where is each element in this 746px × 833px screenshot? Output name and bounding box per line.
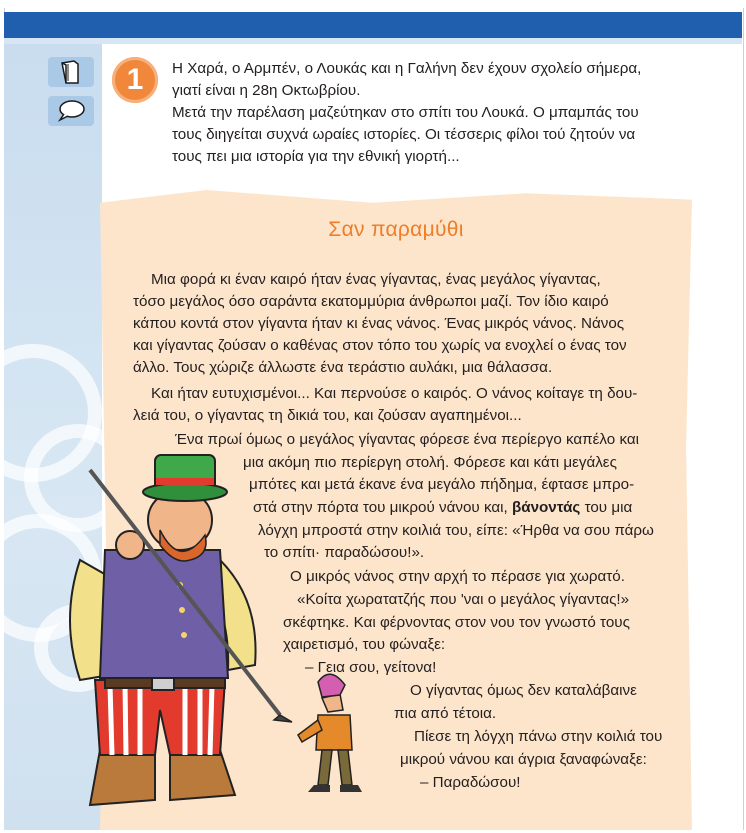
- intro-paragraph: [172, 58, 692, 168]
- story-line-text: του μια: [584, 499, 633, 516]
- story-line: κάπου κοντά στον γίγαντα ήταν κι ένας νάνος. Ένας μικρός νάνος. Νάνος: [133, 315, 625, 332]
- story-line: και γίγαντας ζούσαν ο καθένας στον τόπο του χωρίς να ενοχλεί ο ένας τον: [133, 337, 627, 354]
- story-line: Και ήταν ευτυχισμένοι... Και περνούσε ο καιρός. Ο νάνος κοίταγε τη δου-: [151, 385, 638, 402]
- book-icon-button[interactable]: [48, 57, 94, 87]
- intro-line: Η Χαρά, ο Αρμπέν, ο Λουκάς και η Γαλήνη δεν έχουν σχολείο σήμερα,: [172, 60, 642, 77]
- story-line: άλλο. Τους χώριζε άλλωστε ένα τεράστιο αυλάκι, μια θάλασσα.: [133, 359, 553, 376]
- dwarf-figure: [298, 674, 362, 792]
- story-line: τόσο μεγάλος όσο σαράντα εκατομμύρια άνθρωποι μαζί. Τον ίδιο καιρό: [133, 293, 609, 310]
- book-icon: [58, 59, 84, 85]
- story-line: Ένα πρωί όμως ο μεγάλος γίγαντας φόρεσε ένα περίεργο καπέλο και: [175, 431, 640, 448]
- speech-bubble-icon: [56, 99, 86, 123]
- story-line: Ο μικρός νάνος στην αρχή το πέρασε για χωρατό.: [290, 568, 625, 585]
- story-line-text: στά στην πόρτα του μικρού νάνου και,: [253, 499, 508, 516]
- story-line: Μια φορά κι έναν καιρό ήταν ένας γίγαντας, ένας μεγάλος γίγαντας,: [151, 271, 601, 288]
- story-line: λειά του, ο γίγαντας τη δικιά του, και ζούσαν αγαπημένοι...: [133, 407, 522, 424]
- giant-figure: [70, 455, 256, 805]
- story-line: μια ακόμη πιο περίεργη στολή. Φόρεσε και κάτι μεγάλες: [243, 454, 617, 471]
- story-line: πια από τέτοια.: [394, 705, 497, 722]
- story-line: σκέφτηκε. Και φέρνοντας στον νου τον γνωστό τους: [283, 614, 630, 631]
- intro-line: γιατί είναι η 28η Οκτωβρίου.: [172, 82, 361, 99]
- speech-bubble-icon-button[interactable]: [48, 96, 94, 126]
- story-line: χαιρετισμό, του φώναξε:: [283, 636, 446, 653]
- intro-line: τους πει μια ιστορία για την εθνική γιορτή...: [172, 148, 460, 165]
- story-line: λόγχη μπροστά στην κοιλιά του, είπε: «Ήρθα να σου πάρω: [258, 522, 654, 539]
- story-line: Πίεσε τη λόγχη πάνω στην κοιλιά του: [414, 728, 663, 745]
- story-line: – Παραδώσου!: [420, 774, 521, 791]
- story-line: μπότες και μετά έκανε ένα μεγάλο πήδημα, έφτασε μπρο-: [249, 476, 635, 493]
- activity-number-badge: 1: [112, 57, 158, 103]
- header-band: [4, 12, 742, 38]
- story-line: Ο γίγαντας όμως δεν καταλάβαινε: [410, 682, 637, 699]
- story-line: [253, 497, 632, 519]
- bold-word: βάνοντάς: [511, 499, 581, 516]
- intro-line: τους διηγείται συχνά ωραίες ιστορίες. Οι τέσσερις φίλοι τού ζητούν να: [172, 126, 636, 143]
- intro-line: Μετά την παρέλαση μαζεύτηκαν στο σπίτι του Λουκά. Ο μπαμπάς του: [172, 104, 639, 121]
- story-line: «Κοίτα χωρατατζής που 'ναι ο μεγάλος γίγαντας!»: [297, 591, 630, 608]
- story-line: – Γεια σου, γείτονα!: [305, 659, 437, 676]
- story-line: μικρού νάνου και άγρια ξαναφώναξε:: [400, 751, 647, 768]
- story-line: το σπίτι· παραδώσου!».: [264, 544, 425, 561]
- story-title: Σαν παραμύθι: [328, 218, 464, 241]
